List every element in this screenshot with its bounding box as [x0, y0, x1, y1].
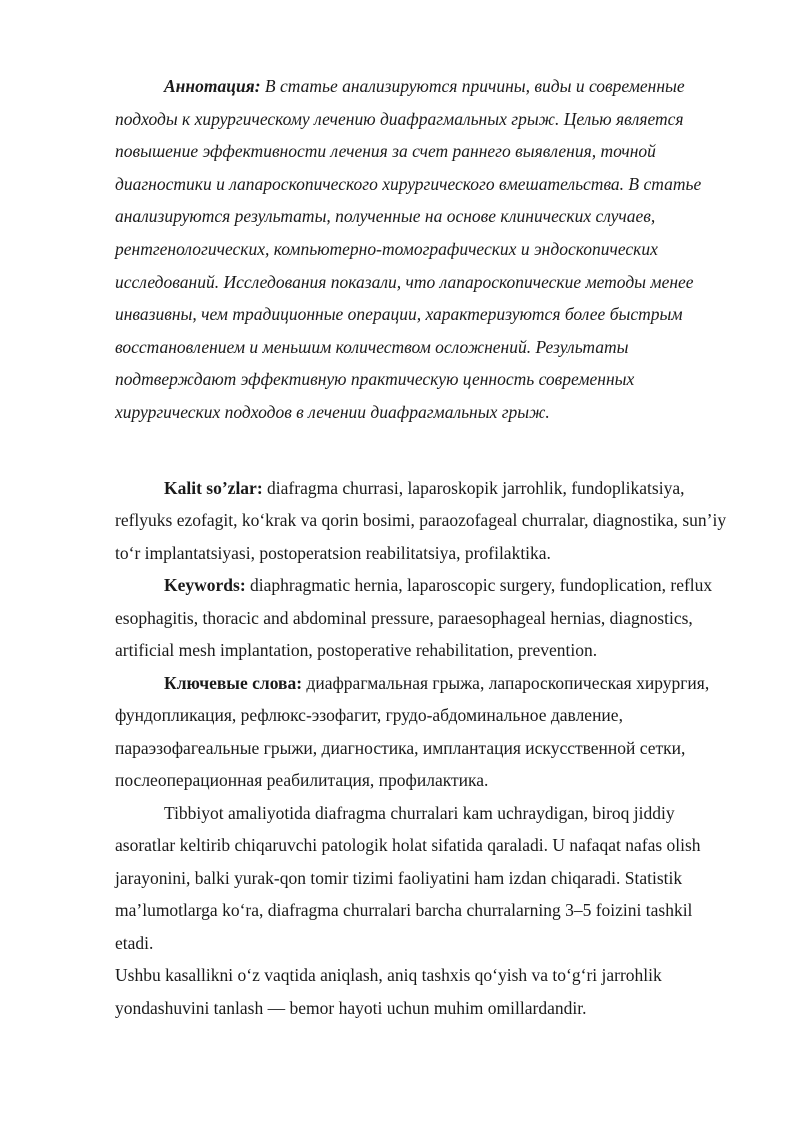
keywords-en-paragraph — [115, 569, 735, 667]
body-paragraph-1: Tibbiyot amaliyotida diafragma churralari kam uchraydigan, biroq jiddiy asoratlar keltirib chiqaruvchi patologik holat sifatida qaraladi. U nafaqat nafas olish jarayonini, balki yurak-qon tomir tizimi faoliyatini ham izdan chiqaradi. Statistik ma’lumotlarga ko‘ra, diafragma churralari barcha churralarning 3–5 foizini tashkil etadi. — [115, 802, 701, 953]
body-paragraph-2: Ushbu kasallikni o‘z vaqtida aniqlash, aniq tashxis qo‘yish va to‘g‘ri jarrohlik yondashuvini tanlash — bemor hayoti uchun muhim omillardandir. — [115, 965, 662, 1018]
keywords-uz-label: Kalit so’zlar: — [164, 477, 263, 498]
keywords-en-label: Keywords: — [164, 575, 246, 596]
keywords-en-text: diaphragmatic hernia, laparoscopic surgery, fundoplication, reflux esophagitis, thoracic and abdominal pressure, paraesophageal hernias, diagnostics, artificial mesh implantation, postoperative rehabilitation, prevention. — [115, 575, 713, 661]
keywords-ru-paragraph — [115, 667, 735, 797]
annotation-paragraph — [115, 70, 735, 429]
annotation-label: Аннотация: — [164, 76, 261, 96]
section-spacer — [115, 429, 735, 472]
keywords-ru-text: диафрагмальная грыжа, лапароскопическая хирургия, фундопликация, рефлюкс-эзофагит, грудо-абдоминальное давление, параэзофагеальные грыжи, диагностика, имплантация искусственной сетки, послеоперационная реабилитация, профилактика. — [115, 672, 710, 791]
document-page — [115, 70, 735, 1024]
keywords-ru-label: Ключевые слова: — [164, 672, 303, 693]
annotation-text: В статье анализируются причины, виды и современные подходы к хирургическому лечению диафрагмальных грыж. Целью является повышение эффективности лечения за счет раннего выявления, точной диагностики и лапароскопического хирургического вмешательства. В статье анализируются результаты, полученные на основе клинических случаев, рентгенологических, компьютерно-томографических и эндоскопических исследований. Исследования показали, что лапароскопические методы менее инвазивны, чем традиционные операции, характеризуются более быстрым восстановлением и меньшим количеством осложнений. Результаты подтверждают эффективную практическую ценность современных хирургических подходов в лечении диафрагмальных грыж. — [115, 76, 702, 422]
keywords-uz-text: diafragma churrasi, laparoskopik jarrohlik, fundoplikatsiya, reflyuks ezofagit, ko‘krak va qorin bosimi, paraozofageal churralar, diagnostika, sun’iy to‘r implantatsiyasi, postoperatsion reabilitatsiya, profilaktika. — [115, 477, 727, 563]
keywords-uz-paragraph — [115, 472, 735, 570]
